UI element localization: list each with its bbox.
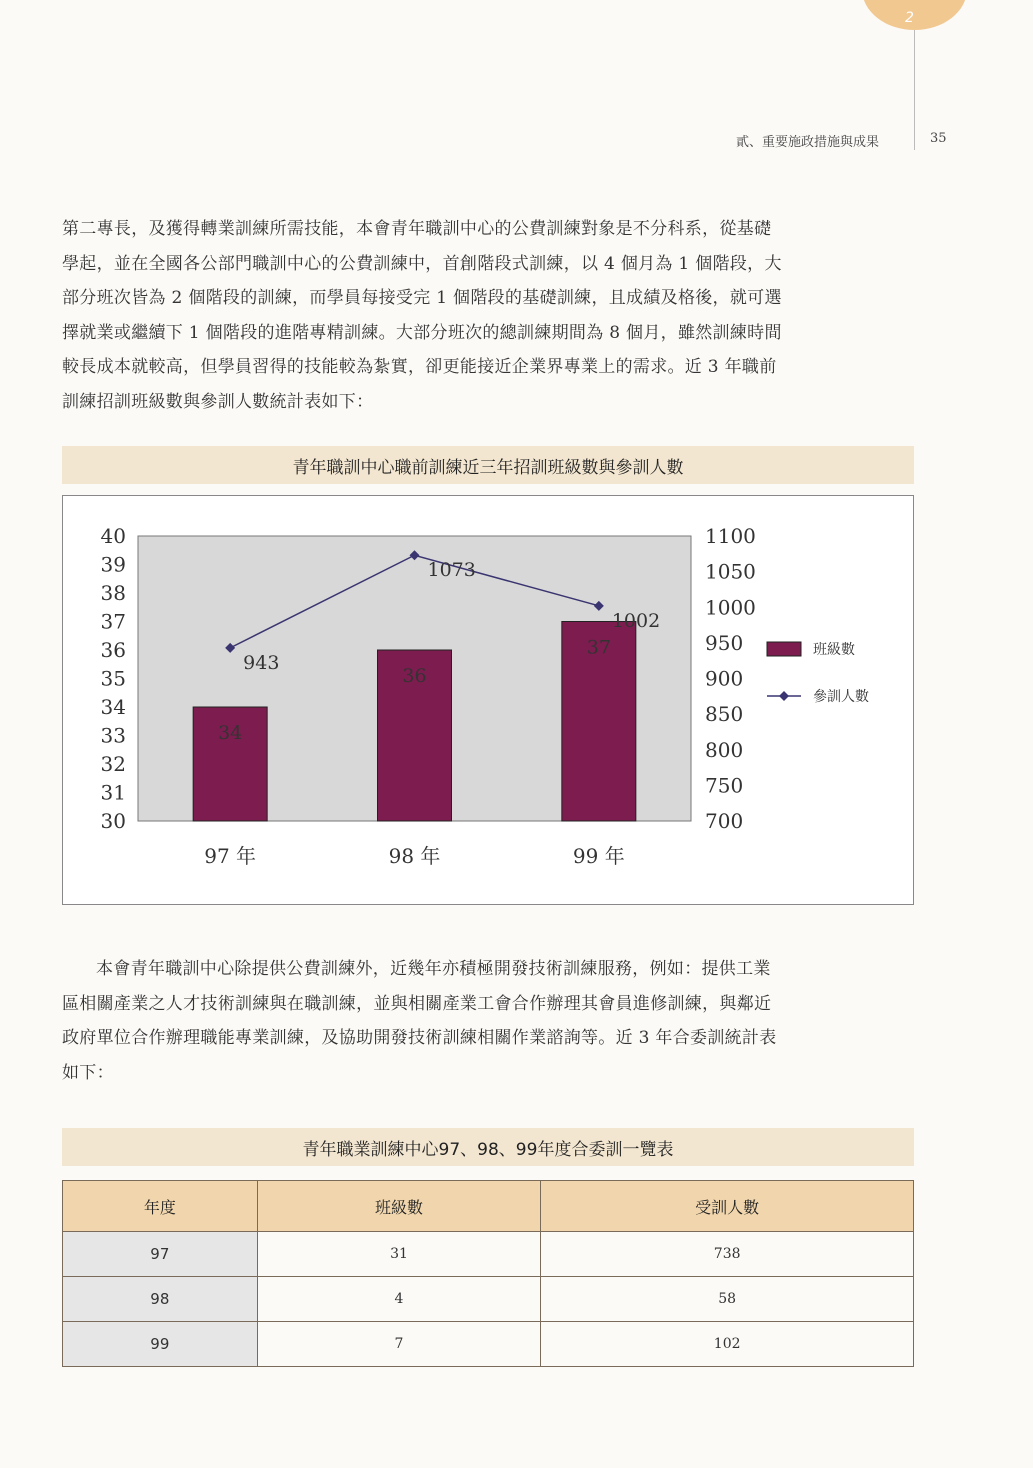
- x-tick-label: 98 年: [388, 844, 441, 868]
- paragraph-1: [62, 212, 914, 419]
- y-right-tick-label: 1000: [705, 595, 756, 620]
- header-classes: 班級數: [257, 1181, 541, 1232]
- bar-data-label: 36: [402, 665, 427, 687]
- y-left-tick-label: 39: [100, 552, 126, 577]
- cell-classes: 7: [257, 1322, 541, 1367]
- y-left-tick-label: 35: [100, 666, 126, 691]
- chart-svg: [63, 496, 913, 904]
- line-data-label: 1002: [611, 609, 661, 632]
- bar-data-label: 34: [218, 722, 243, 744]
- table-header-row: [63, 1181, 914, 1232]
- paragraph-line: 第二專長，及獲得轉業訓練所需技能，本會青年職訓中心的公費訓練對象是不分科系，從基礎: [62, 219, 772, 239]
- page-number: 35: [930, 131, 947, 146]
- paragraph-line: 本會青年職訓中心除提供公費訓練外，近幾年亦積極開發技術訓練服務，例如：提供工業: [96, 959, 771, 979]
- y-right-tick-label: 1050: [705, 559, 756, 584]
- table-row: [63, 1232, 914, 1277]
- y-left-tick-label: 37: [100, 609, 126, 634]
- cell-trainees: 738: [541, 1232, 914, 1277]
- training-table: [62, 1180, 914, 1367]
- cell-classes: 4: [257, 1277, 541, 1322]
- y-left-tick-label: 38: [100, 581, 126, 605]
- x-tick-label: 99 年: [572, 844, 625, 868]
- chart: [62, 495, 914, 905]
- line-data-label: 1073: [427, 559, 476, 582]
- paragraph-line: 部分班次皆為 2 個階段的訓練，而學員每接受完 1 個階段的基礎訓練，且成績及格後，就可選: [62, 288, 782, 308]
- paragraph-line: 如下：: [62, 1062, 114, 1083]
- y-left-tick-label: 36: [100, 638, 126, 662]
- y-right-tick-label: 700: [705, 809, 744, 833]
- cell-trainees: 58: [541, 1277, 914, 1322]
- cell-year: 98: [63, 1277, 258, 1322]
- paragraph-line: 擇就業或繼續下 1 個階段的進階專精訓練。大部分班次的總訓練期間為 8 個月，雖然訓練時間: [62, 322, 782, 343]
- y-right-tick-label: 950: [705, 630, 744, 655]
- y-right-tick-label: 850: [705, 702, 744, 727]
- y-right-tick-label: 800: [705, 737, 744, 762]
- x-tick-label: 97 年: [204, 844, 257, 868]
- paragraph-line: 區相關產業之人才技術訓練與在職訓練，並與相關產業工會合作辦理其會員進修訓練，與鄰近: [62, 993, 772, 1014]
- paragraph-line: 學起，並在全國各公部門職訓中心的公費訓練中，首創階段式訓練，以 4 個月為 1 個階段，大: [62, 253, 782, 274]
- y-left-tick-label: 40: [100, 524, 126, 548]
- cell-classes: 31: [257, 1232, 541, 1277]
- paragraph-line: 訓練招訓班級數與參訓人數統計表如下：: [62, 391, 374, 412]
- legend-line-label: 參訓人數: [813, 689, 869, 705]
- legend-bar-label: 班級數: [813, 642, 855, 658]
- table-row: [63, 1322, 914, 1367]
- y-left-tick-label: 30: [100, 809, 126, 833]
- line-data-label: 943: [243, 651, 280, 674]
- y-right-tick-label: 1100: [705, 524, 756, 548]
- bar-data-label: 37: [586, 636, 611, 659]
- paragraph-line: 政府單位合作辦理職能專業訓練，及協助開發技術訓練相關作業諮詢等。近 3 年合委訓統計表: [62, 1028, 777, 1048]
- header-trainees: 受訓人數: [541, 1181, 914, 1232]
- chart-title: 青年職訓中心職前訓練近三年招訓班級數與參訓人數: [62, 446, 914, 484]
- chapter-tab: [862, 0, 967, 30]
- section-title: 貳、重要施政措施與成果: [736, 135, 880, 150]
- paragraph-2: [62, 952, 914, 1090]
- legend-bar-swatch: [767, 642, 801, 656]
- y-right-tick-label: 900: [705, 666, 744, 691]
- cell-year: 99: [63, 1322, 258, 1367]
- y-left-tick-label: 33: [100, 723, 126, 748]
- cell-year: 97: [63, 1232, 258, 1277]
- table-title: 青年職業訓練中心97、98、99年度合委訓一覽表: [62, 1128, 914, 1166]
- paragraph-line: 較長成本就較高，但學員習得的技能較為紮實，卻更能接近企業界專業上的需求。近 3 年職前: [62, 357, 777, 377]
- table-row: [63, 1277, 914, 1322]
- header-divider: [914, 30, 915, 150]
- y-right-tick-label: 750: [705, 773, 744, 798]
- header-year: 年度: [63, 1181, 258, 1232]
- legend-line-marker: [779, 691, 789, 701]
- y-left-tick-label: 31: [100, 780, 126, 805]
- chapter-tab-number: 2: [905, 10, 914, 26]
- cell-trainees: 102: [541, 1322, 914, 1367]
- y-left-tick-label: 32: [100, 752, 126, 776]
- y-left-tick-label: 34: [100, 695, 126, 719]
